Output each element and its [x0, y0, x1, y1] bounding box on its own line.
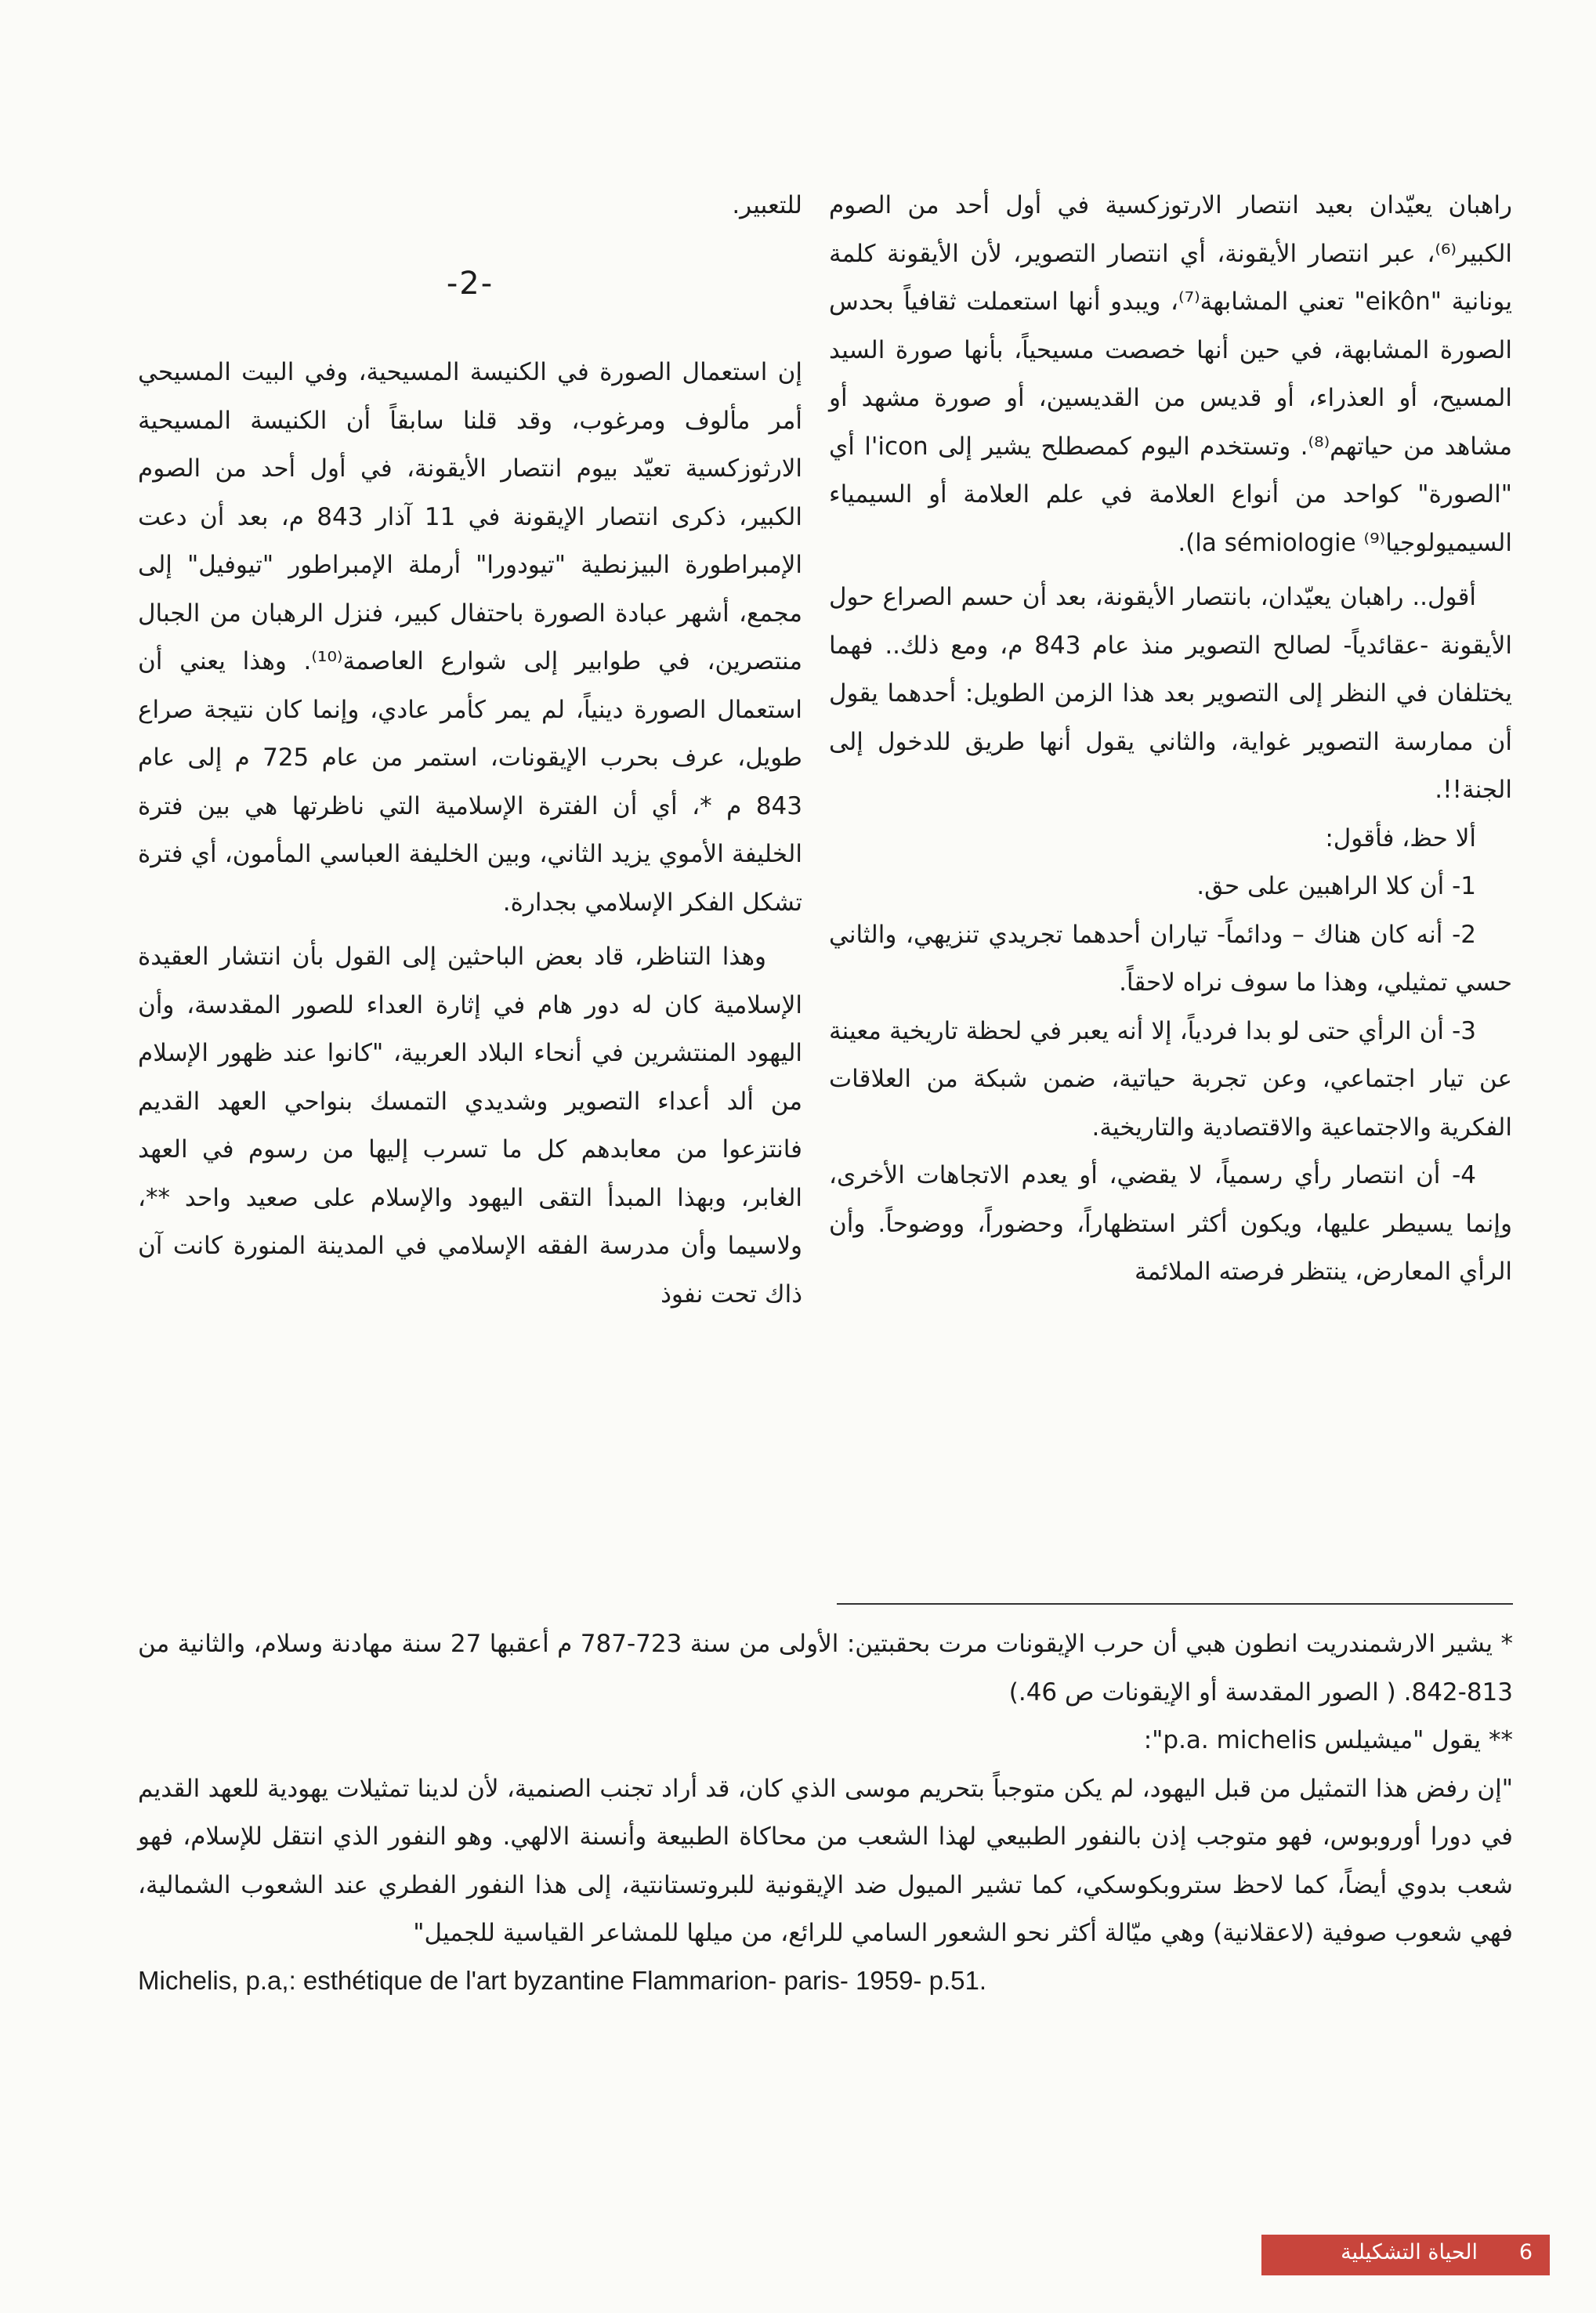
right-text-column: [829, 182, 1512, 1297]
list-item: 4- أن انتصار رأي رسمياً، لا يقضي، أو يعدم الاتجاهات الأخرى، وإنما يسيطر عليها، ويكون أكثر استظهاراً، وحضوراً، ووضوحاً. وأن الرأي المعارض، ينتظر فرصته الملائمة: [829, 1161, 1512, 1286]
paragraph: أقول.. راهبان يعيّدان، بانتصار الأيقونة، بعد أن حسم الصراع حول الأيقونة -عقائدياً- لصالح التصوير منذ عام 843 م، ومع ذلك.. فهما يختلفان في النظر إلى التصوير بعد هذا الزمن الطويل: أحدهما يقول أن ممارسة التصوير غواية، والثاني يقول أنها طريق للدخول إلى الجنة!!.: [829, 583, 1513, 804]
paragraph: وهذا التناظر، قاد بعض الباحثين إلى القول بأن انتشار العقيدة الإسلامية كان له دور هام في إثارة العداء للصور المقدسة، وأن اليهود المنتشرين في أنحاء البلاد العربية، "كانوا عند ظهور الإسلام من ألد أعداء التصوير وشديدي التمسك بنواحي العهد القديم فانتزعوا من معابدهم كل ما تسرب إليها من رسوم في العهد الغابر، وبهذا المبدأ التقى اليهود والإسلام على صعيد واحد **، ولاسيما وأن مدرسة الفقه الإسلامي في المدينة المنورة كانت آن ذاك تحت نفوذ: [138, 943, 802, 1309]
footnote-divider: [837, 1603, 1513, 1605]
paragraph: إن استعمال الصورة في الكنيسة المسيحية، وفي البيت المسيحي أمر مألوف ومرغوب، وقد قلنا سابقاً أن الكنيسة المسيحية الارثوزكسية تعيّد بيوم انتصار الأيقونة، في أول أحد من الصوم الكبير، ذكرى انتصار الإيقونة في 11 آذار 843 م، بعد أن دعت الإمبراطورة البيزنطية "تيودورا" أرملة الإمبراطور "تيوفيل" إلى مجمع، أشهر عبادة الصورة باحتفال كبير، فنزل الرهبان من الجبال منتصرين، في طوابير إلى شوارع العاصمة⁽¹⁰⁾. وهذا يعني أن استعمال الصورة دينياً، لم يمر كأمر عادي، وإنما كان نتيجة صراع طويل، عرف بحرب الإيقونات، استمر من عام 725 م إلى عام 843 م *، أي أن الفترة الإسلامية التي ناظرتها هي بين فترة الخليفة الأموي يزيد الثاني، وبين الخليفة العباسي المأمون، أي فترة تشكل الفكر الإسلامي بجدارة.: [138, 358, 802, 917]
paragraph-continuation: للتعبير.: [732, 191, 802, 219]
section-number: -2-: [446, 265, 494, 302]
magazine-title: الحياة التشكيلية: [1341, 2240, 1478, 2264]
page-footer-band: [1261, 2235, 1550, 2275]
list-item: 1- أن كلا الراهبين على حق.: [1196, 872, 1476, 900]
list-item: 2- أنه كان هناك – ودائماً- تياران أحدهما تجريدي تنزيهي، والثاني حسي تمثيلي، وهذا ما سوف نراه لاحقاً.: [829, 920, 1512, 997]
left-text-column: [138, 182, 802, 1319]
footnote-reference: Michelis, p.a,: esthétique de l'art byzantine Flammarion- paris- 1959- p.51.: [138, 1965, 986, 1995]
footnote-star: * يشير الارشمندريت انطون هبي أن حرب الإيقونات مرت بحقبتين: الأولى من سنة 723-787 م أعقبها 27 سنة مهادنة وسلام، والثانية من 813-842. ( الصور المقدسة أو الإيقونات ص 46.): [138, 1630, 1513, 1707]
footnote-quote: "إن رفض هذا التمثيل من قبل اليهود، لم يكن متوجباً بتحريم موسى الذي كان، قد أراد تجنب الصنمية، لأن لدينا تمثيلات يهودية للعهد القديم في دورا أوروبوس، فهو متوجب إذن بالنفور الطبيعي لهذا الشعب من محاكاة الطبيعة وأنسنة الالهي. وهو النفور الذي انتقل للإسلام، فهو شعب بدوي أيضاً، كما لاحظ ستروبكوسكي، كما تشير الميول ضد الإيقونية للبروتستانتية، إلى هذا النفور الفطري عند الشعوب الشمالية، فهي شعوب صوفية (لاعقلانية) وهي ميّالة أكثر نحو الشعور السامي للرائع، من ميلها للمشاعر القياسية للجميل": [138, 1774, 1513, 1947]
paragraph: راهبان يعيّدان بعيد انتصار الارتوزكسية في أول أحد من الصوم الكبير⁽⁶⁾، عبر انتصار الأيقونة، أي انتصار التصوير، لأن الأيقونة كلمة يونانية "eikôn" تعني المشابهة⁽⁷⁾، ويبدو أنها استعملت ثقافياً بحدس الصورة المشابهة، في حين أنها خصصت مسيحياً، بأنها صورة السيد المسيح، أو العذراء، أو قديس من القديسين، أو صورة مشهد أو مشاهد من حياتهم⁽⁸⁾. وتستخدم اليوم كمصطلح يشير إلى l'icon أي "الصورة" كواحد من أنواع العلامة في علم العلامة أو السيمياء السيميولوجيا⁽⁹⁾ la sémiologie).: [829, 191, 1512, 557]
paragraph: ألا حظ، فأقول:: [1325, 823, 1476, 852]
footnote-double-star: ** يقول "ميشيلس p.a. michelis":: [1143, 1726, 1513, 1754]
list-item: 3- أن الرأي حتى لو بدا فردياً، إلا أنه يعبر في لحظة تاريخية معينة عن تيار اجتماعي، وعن تجربة حياتية، ضمن شبكة من العلاقات الفكرية والاجتماعية والاقتصادية والتاريخية.: [829, 1016, 1512, 1142]
footnotes: [138, 1620, 1513, 2002]
page-number: 6: [1518, 2240, 1533, 2264]
